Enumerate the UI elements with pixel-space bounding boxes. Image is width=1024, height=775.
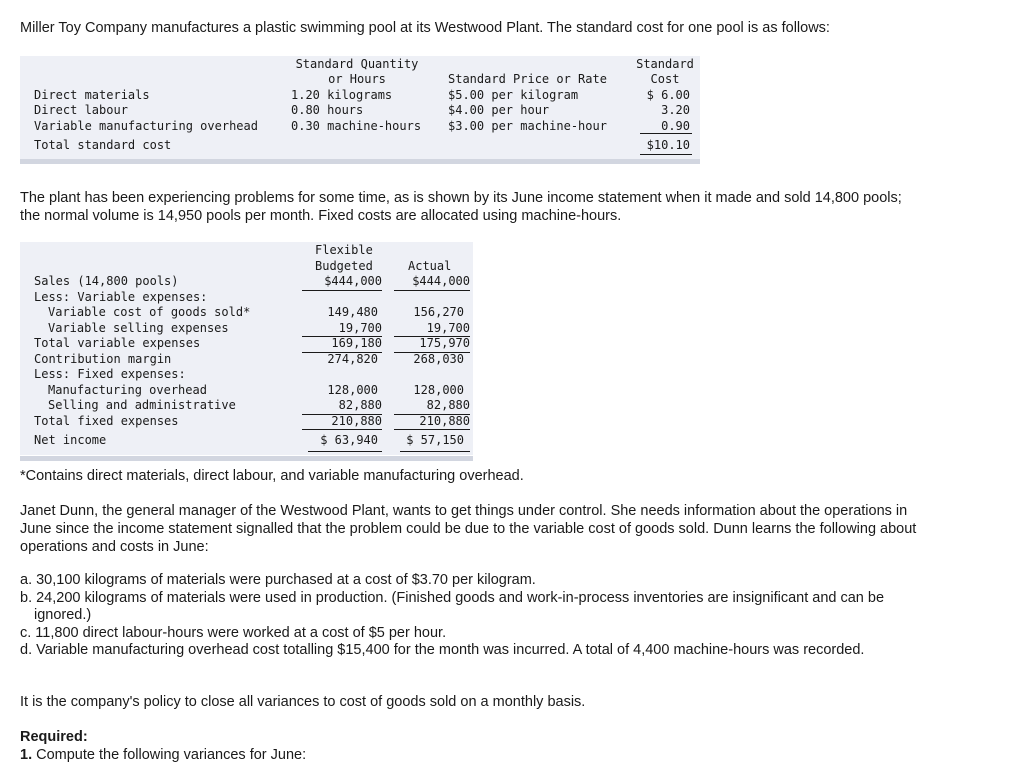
income-actual-value: 210,880 [394, 414, 470, 431]
row-qty: 0.80 hours [291, 103, 364, 117]
table-divider [20, 456, 473, 461]
row-price: $3.00 per machine-hour [448, 118, 607, 133]
income-flex-value: 82,880 [302, 398, 382, 415]
income-row-label: Less: Fixed expenses: [34, 367, 186, 381]
income-flex-value: 210,880 [302, 414, 382, 431]
net-income-rule [308, 451, 382, 452]
total-label: Total standard cost [34, 138, 172, 152]
required-item-text: Compute the following variances for June: [36, 747, 307, 763]
header-actual: Actual [408, 258, 452, 273]
row-price: $5.00 per kilogram [448, 87, 579, 102]
header-standard-quantity: Standard Quantity [295, 57, 419, 71]
total-rule [640, 154, 692, 155]
list-item: a. 30,100 kilograms of materials were purchased at a cost of $3.70 per kilogram. [20, 572, 536, 588]
income-row-label: Less: Variable expenses: [34, 289, 208, 304]
row-label: Direct labour [34, 103, 128, 117]
row-cost: 3.20 [661, 103, 690, 117]
income-row-label: Variable selling expenses [48, 320, 229, 335]
row-cost: $ 6.00 [646, 87, 690, 102]
income-actual-value: 268,030 [413, 351, 464, 366]
row-label: Direct materials [34, 87, 150, 102]
income-row-label: Sales (14,800 pools) [34, 274, 179, 288]
income-actual-value: 128,000 [413, 382, 464, 397]
income-row-label: Manufacturing overhead [48, 382, 207, 397]
income-flex-value: $ 63,940 [320, 433, 378, 447]
income-row-label: Variable cost of goods sold* [48, 305, 251, 319]
income-flex-value: 169,180 [302, 336, 382, 353]
net-income-rule [400, 451, 470, 452]
income-actual-value: 156,270 [413, 305, 464, 319]
income-flex-value: $444,000 [302, 274, 382, 291]
policy-paragraph: It is the company's policy to close all variances to cost of goods sold on a monthly basis. [20, 694, 586, 710]
header-standard-price: Standard Price or Rate [448, 72, 607, 86]
table-divider [20, 159, 700, 164]
intro-paragraph: Miller Toy Company manufactures a plastic swimming pool at its Westwood Plant. The standard cost for one pool is as follows: [20, 20, 830, 36]
income-actual-value: $ 57,150 [406, 433, 464, 447]
header-or-hours: or Hours [328, 72, 386, 86]
income-row-label: Selling and administrative [48, 398, 236, 412]
required-item [20, 746, 306, 764]
row-label: Variable manufacturing overhead [34, 118, 258, 133]
footnote: *Contains direct materials, direct labour, and variable manufacturing overhead. [20, 468, 524, 484]
income-flex-value: 149,480 [327, 305, 378, 319]
income-actual-value: 175,970 [394, 336, 470, 353]
income-actual-value: $444,000 [394, 274, 470, 291]
header-standard: Standard [636, 57, 694, 71]
income-flex-value: 19,700 [302, 321, 382, 338]
operations-list [20, 572, 920, 660]
row-price: $4.00 per hour [448, 103, 550, 117]
income-row-label: Total variable expenses [34, 336, 201, 350]
list-item: b. 24,200 kilograms of materials were used in production. (Finished goods and work-in-process inventories are insignificant and can be ignored.) [20, 589, 885, 623]
header-budgeted: Budgeted [315, 258, 373, 273]
income-actual-value: 82,880 [394, 398, 470, 415]
list-item: c. 11,800 direct labour-hours were worked at a cost of $5 per hour. [20, 624, 447, 641]
list-item: d. Variable manufacturing overhead cost totalling $15,400 for the month was incurred. A total of 4,400 machine-hours was recorded. [20, 642, 865, 658]
required-heading: Required: [20, 729, 88, 745]
income-row-label: Contribution margin [34, 351, 172, 366]
required-item-number: 1. [20, 747, 33, 763]
total-cost: $10.10 [646, 138, 690, 152]
row-qty: 0.30 machine-hours [291, 118, 422, 133]
header-flexible: Flexible [315, 243, 373, 257]
subtotal-rule [640, 133, 692, 134]
row-qty: 1.20 kilograms [291, 87, 393, 102]
income-row-label: Net income [34, 433, 107, 447]
income-flex-value: 128,000 [327, 382, 378, 397]
row-cost: 0.90 [661, 118, 690, 133]
income-flex-value: 274,820 [327, 351, 378, 366]
income-row-label: Total fixed expenses [34, 413, 179, 428]
manager-paragraph: Janet Dunn, the general manager of the Westwood Plant, wants to get things under control. She needs information about the operations in June since the income statement signalled that the problem could be due to the variable cost of goods sold. Dunn learns the following about operations and costs in June: [20, 503, 917, 555]
header-cost: Cost [650, 72, 680, 86]
income-actual-value: 19,700 [394, 321, 470, 338]
problem-paragraph: The plant has been experiencing problems for some time, as is shown by its June income statement when it made and sold 14,800 pools; the normal volume is 14,950 pools per month. Fixed costs are allocated using machine-hours. [20, 190, 902, 224]
